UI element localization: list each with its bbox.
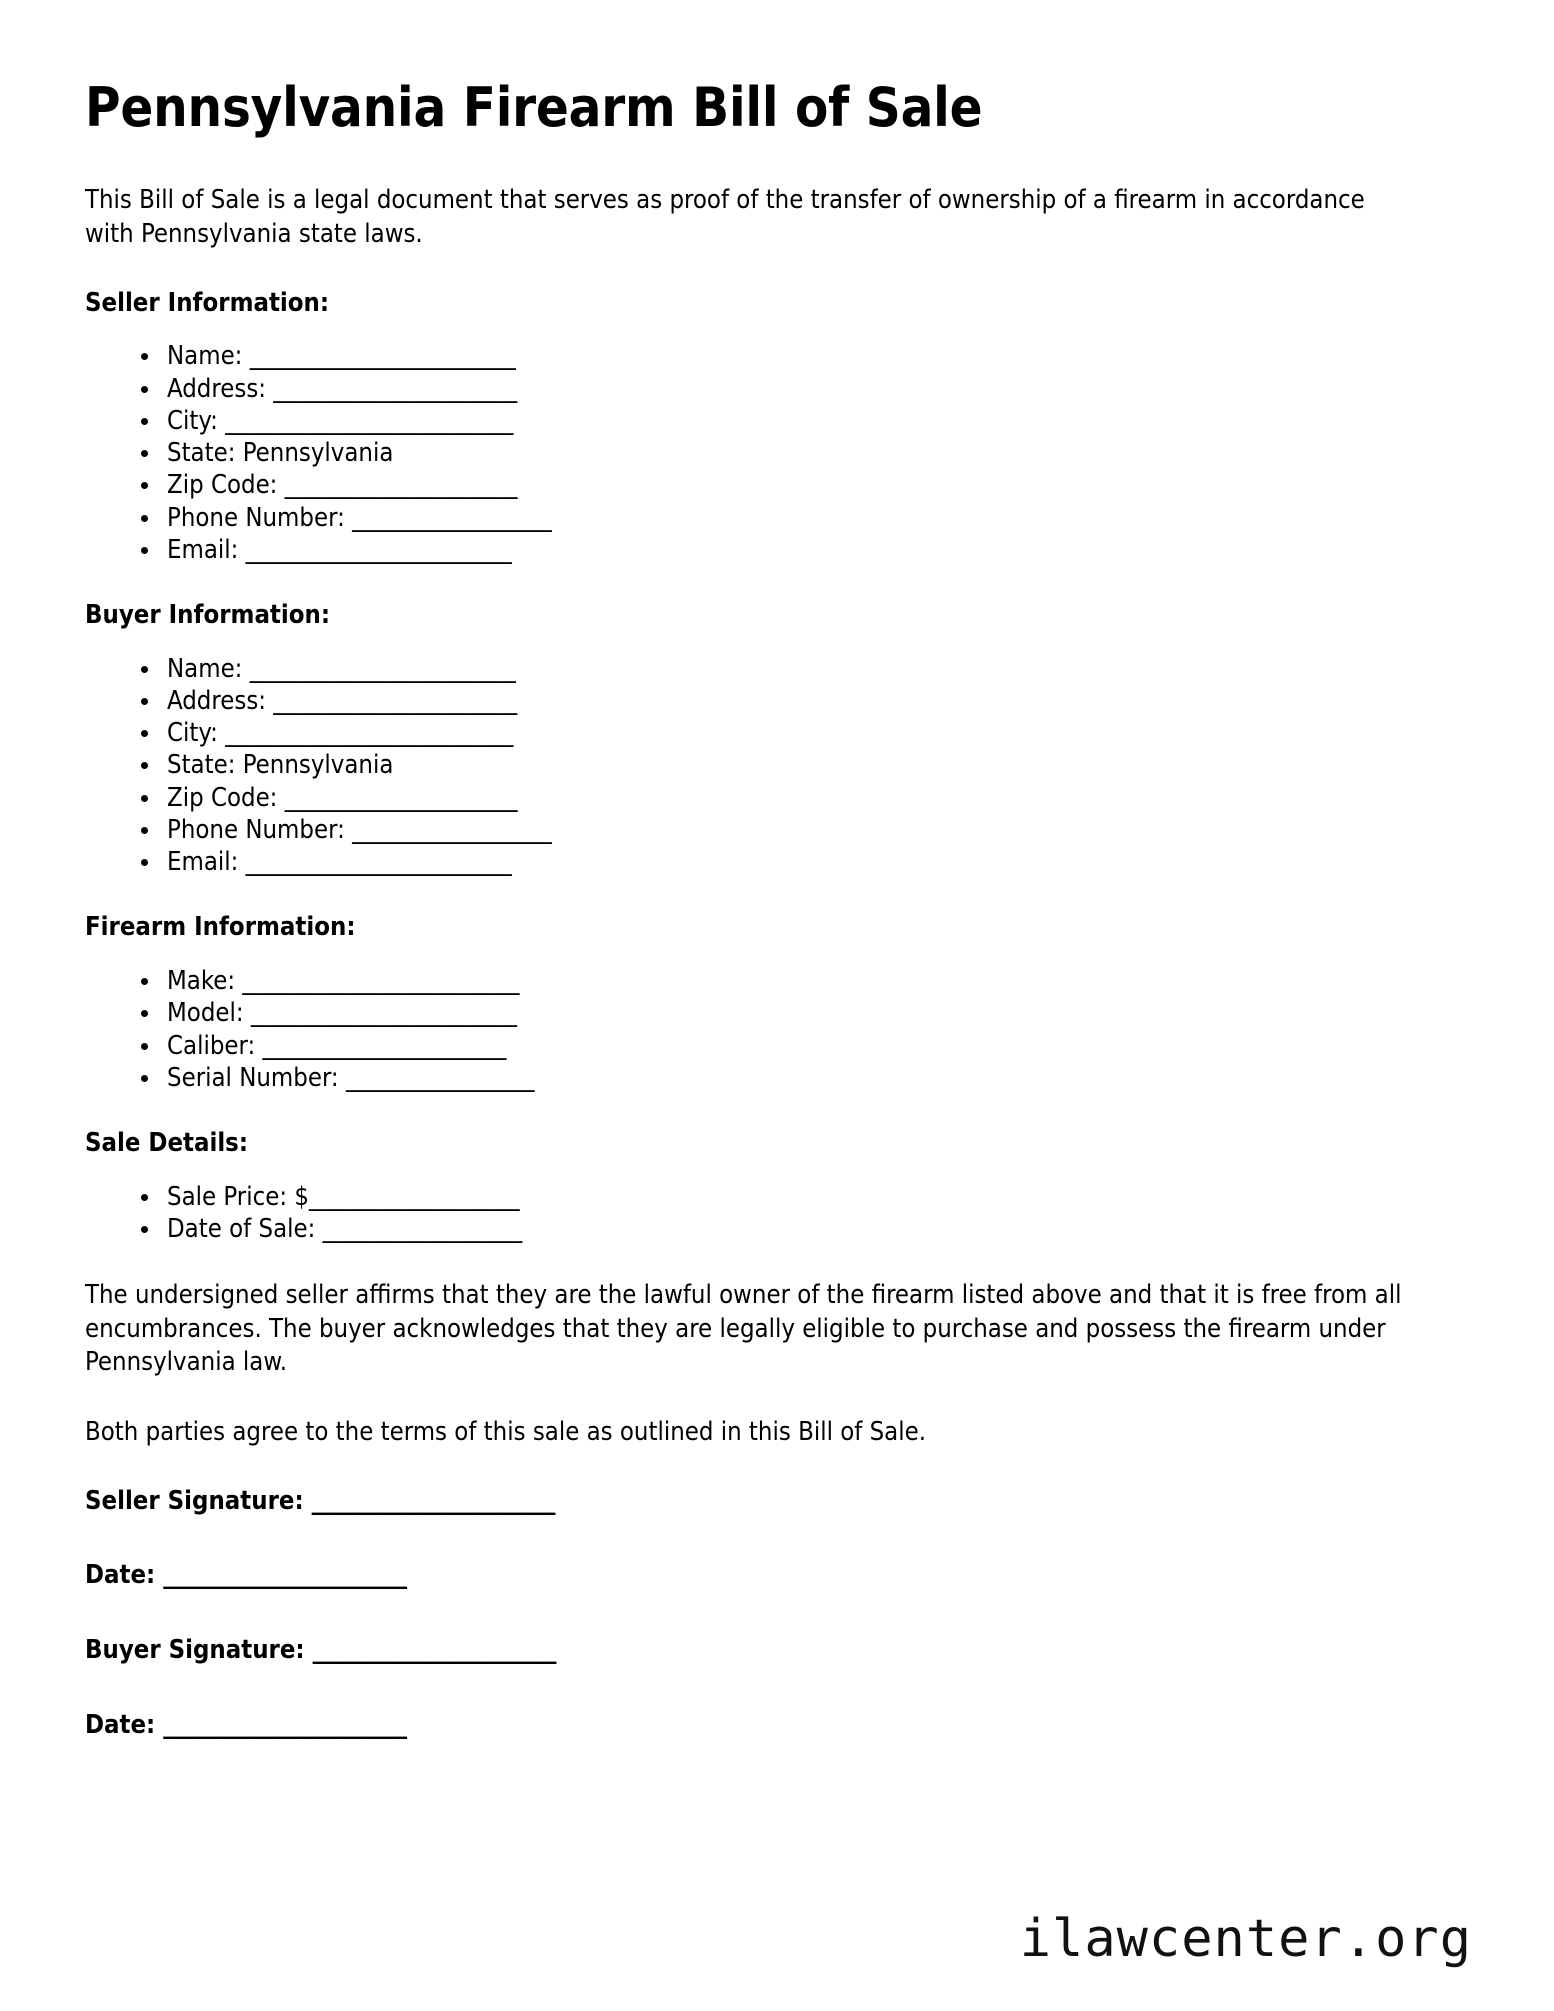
field-blank[interactable]: ________________________ (245, 847, 512, 878)
list-item (133, 749, 1469, 781)
field-label: Name: (167, 653, 250, 684)
list-item (133, 1030, 1469, 1062)
field-label: Serial Number: (167, 1062, 346, 1093)
buyer-date-label: Date: (85, 1709, 164, 1740)
sale-details-heading: Sale Details: (85, 1128, 249, 1159)
field-blank[interactable]: ________________________ (245, 534, 512, 565)
list-item (133, 997, 1469, 1029)
field-blank[interactable]: ________________________ (249, 653, 516, 684)
field-blank[interactable]: _____________________ (284, 470, 518, 501)
field-label: Model: (167, 998, 251, 1029)
affirmation-paragraph: The undersigned seller affirms that they are the lawful owner of the firearm listed above and that it is free from all encumbrances. The buyer acknowledges that they are legally eligible to purchase and possess the firearm under Pennsylvania law. (85, 1280, 1402, 1378)
field-label: Address: (167, 373, 274, 404)
field-label: Sale Price: $ (167, 1181, 309, 1212)
list-item (133, 1062, 1469, 1094)
field-label: Email: (167, 847, 246, 878)
list-item (133, 782, 1469, 814)
list-item (133, 437, 1469, 469)
list-item (133, 1213, 1469, 1245)
list-item (133, 965, 1469, 997)
field-label: Zip Code: (167, 470, 285, 501)
field-blank[interactable]: ______________________ (273, 685, 517, 716)
field-label: City: (167, 405, 226, 436)
list-item (133, 405, 1469, 437)
intro-paragraph: This Bill of Sale is a legal document that serves as proof of the transfer of ownership of a firearm in accordance with Pennsylvania state laws. (85, 185, 1365, 250)
field-blank[interactable]: __________________________ (225, 718, 513, 749)
field-blank[interactable]: _____________________ (284, 782, 518, 813)
field-blank[interactable]: ___________________ (308, 1181, 520, 1212)
list-item (133, 653, 1469, 685)
page-title: Pennsylvania Firearm Bill of Sale (85, 76, 983, 139)
list-item (133, 814, 1469, 846)
buyer-information-heading: Buyer Information: (85, 600, 331, 631)
seller-signature-label: Seller Signature: (85, 1485, 312, 1516)
seller-signature-blank[interactable]: ______________________ (311, 1485, 556, 1516)
field-blank[interactable]: ________________________ (249, 341, 516, 372)
list-item (133, 340, 1469, 372)
sale-field-list (85, 1181, 1469, 1246)
field-blank[interactable]: __________________________ (225, 405, 513, 436)
buyer-signature-line (85, 1635, 1469, 1666)
field-label: Address: (167, 685, 274, 716)
buyer-signature-blank[interactable]: ______________________ (312, 1634, 557, 1665)
field-blank[interactable]: ______________________ (273, 373, 517, 404)
field-label: Email: (167, 534, 246, 565)
field-label: Caliber: (167, 1030, 263, 1061)
field-label: Name: (167, 341, 250, 372)
list-item (133, 534, 1469, 566)
list-item (133, 846, 1469, 878)
buyer-date-line (85, 1710, 1469, 1741)
field-label: State: Pennsylvania (167, 750, 394, 781)
field-blank[interactable]: ______________________ (262, 1030, 507, 1061)
field-label: Make: (167, 966, 243, 997)
field-label: Phone Number: (167, 814, 353, 845)
seller-date-blank[interactable]: ______________________ (163, 1560, 407, 1591)
buyer-date-blank[interactable]: ______________________ (163, 1709, 407, 1740)
field-label: Zip Code: (167, 782, 285, 813)
list-item (133, 1181, 1469, 1213)
firearm-information-heading: Firearm Information: (85, 912, 356, 943)
seller-information-heading: Seller Information: (85, 287, 330, 318)
buyer-signature-label: Buyer Signature: (85, 1634, 313, 1665)
field-blank[interactable]: ________________________ (250, 998, 517, 1029)
list-item (133, 373, 1469, 405)
field-label: City: (167, 718, 226, 749)
seller-date-label: Date: (85, 1560, 164, 1591)
seller-signature-line (85, 1486, 1469, 1517)
site-watermark: ilawcenter.org (1019, 1909, 1472, 1969)
field-label: Phone Number: (167, 502, 353, 533)
buyer-field-list (85, 653, 1469, 879)
field-label: State: Pennsylvania (167, 438, 394, 469)
field-blank[interactable]: __________________ (352, 502, 552, 533)
seller-date-line (85, 1560, 1469, 1591)
seller-field-list (85, 340, 1469, 566)
field-blank[interactable]: _________________ (345, 1062, 535, 1093)
firearm-field-list (85, 965, 1469, 1094)
agreement-paragraph: Both parties agree to the terms of this sale as outlined in this Bill of Sale. (85, 1417, 927, 1448)
field-blank[interactable]: __________________ (352, 814, 552, 845)
field-blank[interactable]: __________________ (322, 1213, 522, 1244)
list-item (133, 502, 1469, 534)
field-label: Date of Sale: (167, 1213, 323, 1244)
list-item (133, 469, 1469, 501)
field-blank[interactable]: _________________________ (242, 966, 520, 997)
list-item (133, 717, 1469, 749)
list-item (133, 685, 1469, 717)
